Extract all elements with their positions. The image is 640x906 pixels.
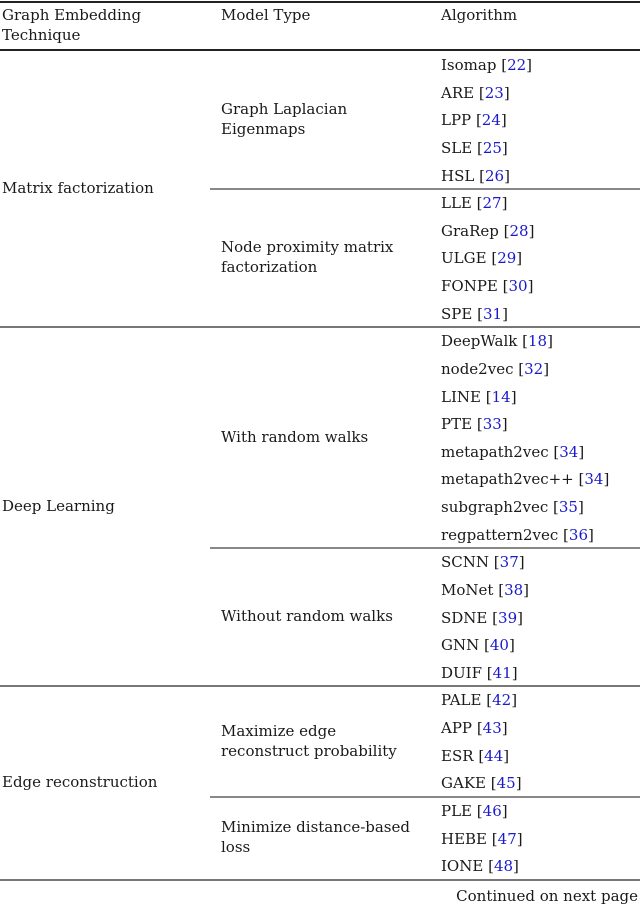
citation-link[interactable]: 22 — [507, 56, 527, 74]
bracket-close: ] — [502, 304, 508, 323]
bracket-close: ] — [501, 415, 508, 434]
bracket-close: ] — [523, 580, 530, 599]
bracket-open: [ — [563, 525, 569, 544]
algorithm-entry — [441, 663, 518, 683]
bracket-close: ] — [513, 857, 519, 876]
model-type-label: Node proximity matrix factorization — [221, 238, 394, 277]
bracket-open: [ — [479, 166, 485, 185]
algorithm-entry — [441, 55, 532, 75]
section-divider — [0, 685, 640, 687]
bracket-close: ] — [578, 442, 585, 461]
algorithm-name: ULGE — [441, 249, 487, 268]
algorithm-name: DeepWalk — [441, 332, 518, 351]
algorithm-entry — [441, 110, 507, 130]
algorithm-entry — [441, 359, 549, 379]
citation-link[interactable]: 48 — [493, 857, 514, 876]
algorithm-name: PTE — [441, 415, 473, 434]
bracket-open: [ — [501, 56, 508, 74]
model-type-label: Without random walks — [221, 607, 393, 626]
citation-link[interactable]: 40 — [489, 636, 509, 655]
group-divider — [210, 188, 640, 190]
header-rule — [0, 49, 640, 51]
algorithm-name: DUIF — [441, 663, 483, 682]
algorithm-name: LINE — [441, 387, 481, 406]
algorithm-name: node2vec — [441, 359, 514, 378]
bracket-open: [ — [490, 774, 497, 793]
algorithm-name: PLE — [441, 802, 473, 820]
bracket-close: ] — [603, 470, 610, 489]
bracket-open: [ — [502, 277, 509, 296]
bracket-close: ] — [501, 719, 508, 738]
algorithm-entry — [441, 525, 594, 545]
citation-link[interactable]: 24 — [481, 111, 501, 130]
citation-link[interactable]: 23 — [484, 83, 504, 102]
citation-link[interactable]: 33 — [482, 415, 502, 434]
bracket-close: ] — [518, 553, 525, 572]
citation-link[interactable]: 26 — [484, 166, 505, 185]
bracket-open: [ — [488, 857, 494, 876]
bracket-close: ] — [577, 498, 584, 517]
bracket-open: [ — [478, 83, 485, 102]
bracket-open: [ — [518, 359, 525, 378]
algorithm-entry — [441, 442, 584, 462]
continued-note: Continued on next page — [456, 887, 638, 905]
algorithm-entry — [441, 304, 508, 324]
bracket-open: [ — [476, 719, 483, 738]
algorithm-entry — [441, 248, 522, 268]
bracket-close: ] — [501, 138, 508, 157]
algorithm-entry — [441, 414, 508, 434]
algorithm-entry — [441, 497, 584, 517]
algorithm-name: GraRep — [441, 221, 499, 240]
algorithm-entry — [441, 608, 523, 628]
bracket-close: ] — [528, 221, 535, 240]
algorithm-entry — [441, 331, 553, 351]
bracket-close: ] — [515, 774, 522, 793]
header-model-type: Model Type — [221, 6, 311, 24]
top-rule — [0, 1, 640, 3]
citation-link[interactable]: 31 — [482, 304, 503, 323]
bracket-close: ] — [526, 56, 533, 74]
bracket-open: [ — [476, 138, 483, 157]
bracket-open: [ — [553, 442, 560, 461]
bracket-close: ] — [511, 691, 518, 710]
bracket-close: ] — [517, 608, 523, 627]
bracket-close: ] — [516, 829, 523, 848]
algorithm-name: IONE — [441, 857, 484, 876]
technique-label: Edge reconstruction — [2, 773, 158, 792]
citation-link[interactable]: 44 — [484, 746, 504, 765]
bracket-open: [ — [486, 691, 493, 710]
bracket-close: ] — [588, 525, 594, 544]
bracket-open: [ — [486, 663, 493, 682]
algorithm-entry — [441, 829, 523, 849]
citation-link[interactable]: 45 — [496, 774, 516, 793]
citation-link[interactable]: 28 — [509, 221, 529, 240]
header-technique: Graph Embedding Technique — [2, 6, 142, 44]
algorithm-name: GAKE — [441, 774, 486, 793]
group-divider — [210, 547, 640, 549]
bracket-open: [ — [493, 553, 500, 572]
algorithm-name: LLE — [441, 194, 472, 213]
citation-link[interactable]: 38 — [504, 580, 524, 599]
group-divider — [210, 796, 640, 798]
algorithm-name: metapath2vec++ — [441, 470, 574, 489]
bracket-open: [ — [476, 194, 483, 213]
algorithm-name: HEBE — [441, 829, 488, 848]
algorithm-entry — [441, 221, 534, 241]
algorithm-entry — [441, 469, 609, 489]
citation-link[interactable]: 32 — [524, 359, 544, 378]
bracket-open: [ — [484, 636, 490, 655]
bracket-open: [ — [498, 580, 505, 599]
algorithm-entry — [441, 746, 509, 766]
citation-link[interactable]: 30 — [508, 277, 528, 296]
bracket-open: [ — [476, 802, 483, 820]
algorithm-entry — [441, 166, 510, 186]
citation-link[interactable]: 36 — [568, 525, 588, 544]
algorithm-name: LPP — [441, 111, 472, 130]
citation-link[interactable]: 43 — [482, 719, 502, 738]
model-type-label: Minimize distance-based loss — [221, 818, 410, 857]
bracket-open: [ — [492, 608, 499, 627]
algorithm-name: HSL — [441, 166, 475, 185]
bracket-open: [ — [477, 304, 483, 323]
algorithm-name: regpattern2vec — [441, 525, 559, 544]
algorithm-entry — [441, 83, 510, 103]
citation-link[interactable]: 34 — [584, 470, 604, 489]
algorithm-name: FONPE — [441, 277, 498, 296]
algorithm-name: ESR — [441, 746, 474, 765]
citation-link[interactable]: 27 — [482, 194, 502, 213]
bracket-open: [ — [485, 387, 492, 406]
bracket-close: ] — [508, 636, 515, 655]
algorithm-entry — [441, 856, 519, 876]
algorithm-name: MoNet — [441, 580, 494, 599]
bracket-close: ] — [503, 83, 510, 102]
header-algorithm: Algorithm — [441, 6, 518, 24]
bracket-open: [ — [475, 111, 482, 130]
algorithm-name: SPE — [441, 304, 473, 323]
bracket-open: [ — [578, 470, 585, 489]
algorithm-entry — [441, 387, 517, 407]
bottom-rule — [0, 879, 640, 881]
algorithm-name: GNN — [441, 636, 480, 655]
algorithm-name: Isomap — [441, 56, 497, 74]
algorithm-entry — [441, 718, 508, 738]
bracket-open: [ — [491, 829, 498, 848]
bracket-open: [ — [522, 332, 528, 351]
algorithm-name: metapath2vec — [441, 442, 549, 461]
bracket-close: ] — [503, 746, 510, 765]
algorithm-entry — [441, 193, 507, 213]
bracket-open: [ — [553, 498, 559, 517]
algorithm-entry — [441, 690, 517, 710]
model-type-label: Maximize edge reconstruct probability — [221, 721, 397, 760]
model-type-label: With random walks — [221, 427, 369, 446]
algorithm-entry — [441, 552, 525, 572]
algorithm-name: PALE — [441, 691, 482, 710]
model-type-label: Graph Laplacian Eigenmaps — [221, 100, 348, 139]
citation-link[interactable]: 18 — [527, 332, 548, 351]
bracket-close: ] — [511, 663, 518, 682]
algorithm-name: SDNE — [441, 608, 488, 627]
bracket-close: ] — [510, 387, 517, 406]
citation-link[interactable]: 46 — [482, 802, 502, 820]
algorithm-entry — [441, 773, 522, 793]
algorithm-entry — [441, 138, 508, 158]
citation-link[interactable]: 35 — [558, 498, 578, 517]
citation-link[interactable]: 25 — [482, 138, 502, 157]
algorithm-name: APP — [441, 719, 473, 738]
algorithm-entry — [441, 580, 529, 600]
citation-link[interactable]: 29 — [497, 249, 517, 268]
citation-link[interactable]: 42 — [492, 691, 512, 710]
bracket-close: ] — [527, 277, 534, 296]
technique-label: Deep Learning — [2, 496, 115, 515]
algorithm-entry — [441, 801, 508, 821]
algorithm-name: SLE — [441, 138, 473, 157]
technique-label: Matrix factorization — [2, 179, 154, 198]
citation-link[interactable]: 41 — [492, 663, 512, 682]
algorithm-entry — [441, 276, 533, 296]
section-divider — [0, 326, 640, 328]
bracket-open: [ — [491, 249, 498, 268]
algorithm-name: subgraph2vec — [441, 498, 549, 517]
bracket-close: ] — [547, 332, 553, 351]
citation-link[interactable]: 34 — [559, 442, 579, 461]
bracket-open: [ — [476, 415, 483, 434]
algorithm-entry — [441, 635, 515, 655]
algorithm-name: SCNN — [441, 553, 490, 572]
bracket-close: ] — [501, 802, 508, 820]
bracket-close: ] — [504, 166, 510, 185]
bracket-close: ] — [500, 111, 507, 130]
citation-link[interactable]: 47 — [497, 829, 517, 848]
bracket-open: [ — [478, 746, 485, 765]
bracket-close: ] — [501, 194, 508, 213]
citation-link[interactable]: 14 — [491, 387, 511, 406]
bracket-close: ] — [516, 249, 523, 268]
bracket-close: ] — [543, 359, 550, 378]
citation-link[interactable]: 39 — [498, 608, 518, 627]
bracket-open: [ — [503, 221, 510, 240]
citation-link[interactable]: 37 — [499, 553, 519, 572]
algorithm-name: ARE — [441, 83, 475, 102]
